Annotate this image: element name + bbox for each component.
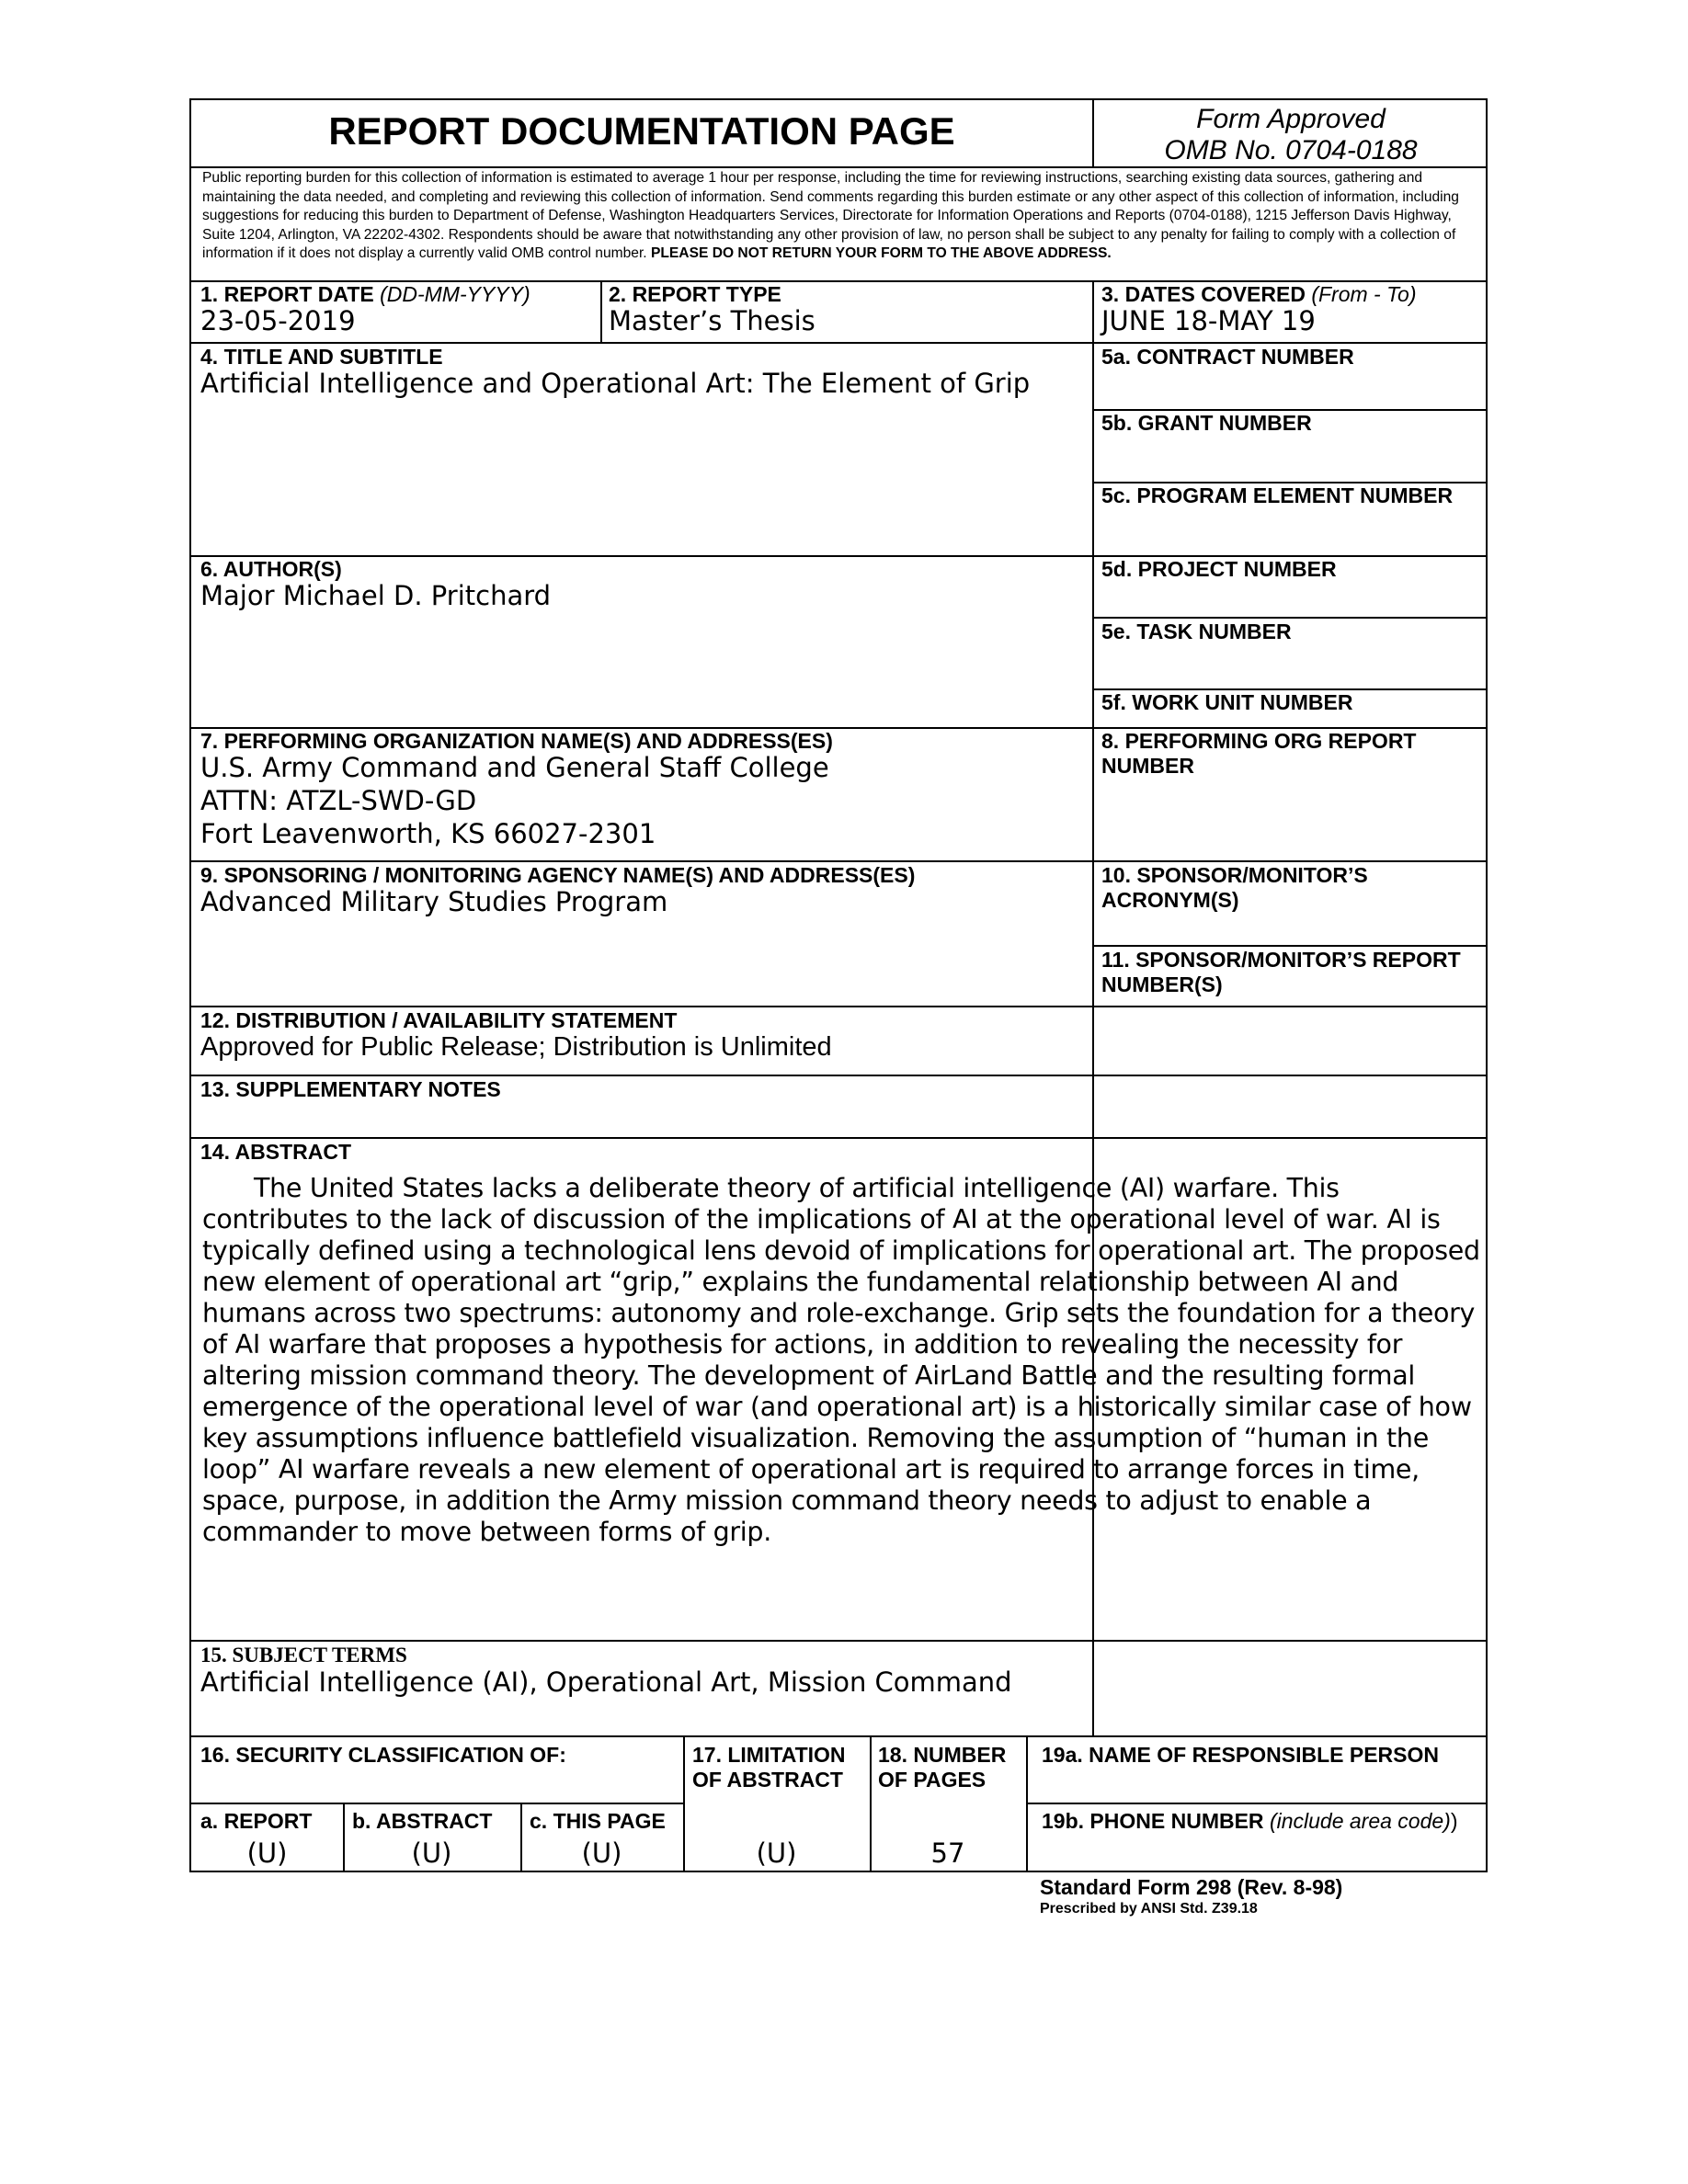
limitation-label: 17. LIMITATION OF ABSTRACT: [692, 1743, 846, 1792]
page-classification-value: (U): [581, 1837, 622, 1869]
form-approved-box: [1092, 100, 1489, 166]
program-element-label: 5c. PROGRAM ELEMENT NUMBER: [1101, 483, 1454, 507]
distribution-value: Approved for Public Release; Distribution is Unlimited: [200, 1032, 832, 1062]
report-classification-value: (U): [246, 1837, 288, 1869]
abstract-classification-label: b. ABSTRACT: [352, 1809, 493, 1833]
project-number-label: 5d. PROJECT NUMBER: [1101, 557, 1337, 581]
sponsor-report-label: 11. SPONSOR/MONITOR’S REPORT NUMBER(S): [1101, 948, 1461, 996]
report-type-value: Master’s Thesis: [609, 305, 815, 336]
responsible-person-label: 19a. NAME OF RESPONSIBLE PERSON: [1042, 1743, 1439, 1767]
title-value: Artificial Intelligence and Operational Art: The Element of Grip: [200, 368, 1031, 399]
performing-org-line3: Fort Leavenworth, KS 66027-2301: [200, 818, 656, 849]
burden-warning: PLEASE DO NOT RETURN YOUR FORM TO THE ABOVE ADDRESS.: [650, 245, 1112, 261]
divider: [191, 1735, 1486, 1737]
divider: [1092, 617, 1486, 619]
burden-notice-text: Public reporting burden for this collection of information is estimated to average 1 hour per response, including the time for reviewing instructions, searching existing data sources, gathering and maintaining the data needed, and completing and reviewing this collection of information. Send comments regarding this burden estimate or any other aspect of this collection of information, including suggestions for reducing this burden to Department of Defense, Washington Headquarters Services, Directorate for Information Operations and Reports (0704-0188), 1215 Jefferson Davis Highway, Suite 1204, Arlington, VA 22202-4302. Respondents should be aware that notwithstanding any other provision of law, no person shall be subject to any penalty for failing to comply with a collection of information if it does not display a currently valid OMB control number.: [202, 170, 1459, 261]
divider: [1092, 945, 1486, 947]
authors-label: 6. AUTHOR(S): [200, 557, 342, 581]
report-date-value: 23-05-2019: [200, 305, 356, 336]
abstract-classification-value: (U): [411, 1837, 452, 1869]
grant-number-label: 5b. GRANT NUMBER: [1101, 411, 1312, 435]
burden-notice: [202, 169, 1478, 264]
omb-number: OMB No. 0704-0188: [1164, 135, 1418, 165]
phone-number-label: 19b. PHONE NUMBER (include area code)): [1042, 1809, 1458, 1833]
subject-terms-value: Artificial Intelligence (AI), Operational Art, Mission Command: [200, 1666, 1012, 1698]
author-value: Major Michael D. Pritchard: [200, 580, 552, 611]
standard-form-label: Standard Form 298 (Rev. 8-98): [1040, 1875, 1343, 1899]
divider: [191, 1075, 1486, 1076]
divider: [191, 1137, 1486, 1139]
divider: [191, 860, 1486, 862]
sponsor-acronym-label: 10. SPONSOR/MONITOR’S ACRONYM(S): [1101, 863, 1368, 912]
performing-report-label: 8. PERFORMING ORG REPORT NUMBER: [1101, 729, 1417, 778]
abstract-text: The United States lacks a deliberate theory of artificial intelligence (AI) warfare. This contributes to the lack of discussion of the implications of AI at the operational level of war. AI is typically defined using a technological lens devoid of implications for operational art. The proposed new element of operational art “grip,” explains the fundamental relationship between AI and humans across two spectrums: autonomy and role-exchange. Grip sets the foundation for a theory of AI warfare that proposes a hypothesis for actions, in addition to revealing the necessity for altering mission command theory. The development of AirLand Battle and the resulting formal emergence of the operational level of war (and operational art) is a historically similar case of how key assumptions influence battlefield visualization. Removing the assumption of “human in the loop” AI warfare reveals a new element of operational art is required to arrange forces in time, space, purpose, in addition the Army mission command theory needs to adjust to enable a commander to move between forms of grip.: [202, 1173, 1480, 1547]
divider: [600, 280, 602, 342]
performing-org-line2: ATTN: ATZL-SWD-GD: [200, 785, 477, 816]
report-documentation-form: [189, 98, 1488, 1872]
work-unit-number-label: 5f. WORK UNIT NUMBER: [1101, 690, 1353, 714]
page-classification-label: c. THIS PAGE: [530, 1809, 666, 1833]
prescribed-by-label: Prescribed by ANSI Std. Z39.18: [1040, 1901, 1258, 1917]
number-of-pages-value: 57: [930, 1837, 965, 1869]
sponsoring-agency-value: Advanced Military Studies Program: [200, 886, 668, 917]
divider: [191, 1803, 683, 1804]
performing-org-label: 7. PERFORMING ORGANIZATION NAME(S) AND ADDRESS(ES): [200, 729, 833, 753]
dates-covered-label: 3. DATES COVERED (From - To): [1101, 282, 1417, 306]
divider: [191, 1006, 1486, 1007]
contract-number-label: 5a. CONTRACT NUMBER: [1101, 345, 1354, 369]
task-number-label: 5e. TASK NUMBER: [1101, 620, 1292, 643]
subject-terms-label: 15. SUBJECT TERMS: [200, 1644, 407, 1666]
form-title: REPORT DOCUMENTATION PAGE: [328, 109, 955, 153]
report-date-label: 1. REPORT DATE (DD-MM-YYYY): [200, 282, 530, 306]
security-classification-label: 16. SECURITY CLASSIFICATION OF:: [200, 1743, 566, 1767]
abstract-label: 14. ABSTRACT: [200, 1140, 351, 1164]
report-type-label: 2. REPORT TYPE: [609, 282, 781, 306]
number-of-pages-label: 18. NUMBER OF PAGES: [878, 1743, 1007, 1792]
divider: [1026, 1803, 1486, 1804]
divider: [191, 166, 1486, 168]
divider: [191, 342, 1486, 344]
divider: [191, 1640, 1486, 1642]
limitation-value: (U): [756, 1837, 797, 1869]
supplementary-notes-label: 13. SUPPLEMENTARY NOTES: [200, 1077, 501, 1101]
form-approved-text: Form Approved: [1196, 104, 1386, 134]
report-classification-label: a. REPORT: [200, 1809, 313, 1833]
dates-covered-value: JUNE 18-MAY 19: [1101, 305, 1316, 336]
divider: [1092, 100, 1094, 166]
performing-org-line1: U.S. Army Command and General Staff College: [200, 752, 829, 783]
sponsoring-agency-label: 9. SPONSORING / MONITORING AGENCY NAME(S) AND ADDRESS(ES): [200, 863, 916, 887]
distribution-label: 12. DISTRIBUTION / AVAILABILITY STATEMENT: [200, 1008, 678, 1032]
title-label: 4. TITLE AND SUBTITLE: [200, 345, 443, 369]
